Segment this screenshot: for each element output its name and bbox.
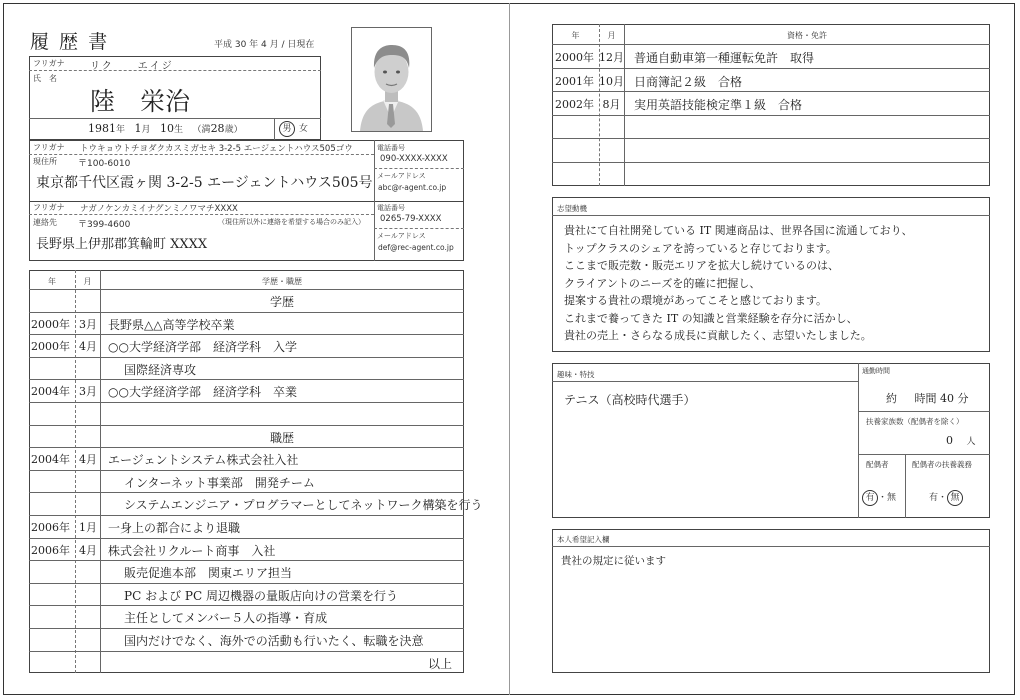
history-year: 2006年 [31,543,70,557]
license-col-month: 月 [607,31,616,40]
address2-value: 長野県上伊那郡箕輪町 XXXX [36,237,208,252]
dependents-label: 扶養家族数（配偶者を除く） [866,417,964,426]
address1-value: 東京都千代区霞ヶ関 3-2-5 エージェントハウス505号 [36,175,373,191]
furigana-value: リク エイジ [90,61,174,72]
address2-email-label: メールアドレス [377,232,426,240]
address2-postal: 〒399-4600 [78,220,131,230]
motivation-line: ここまで販売数・販売エリアを拡大し続けているのは、 [564,259,839,272]
address2-note: （現住所以外に連絡を希望する場合のみ記入） [218,218,365,226]
history-month: 4月 [79,340,97,354]
resume-title: 履 歴 書 [30,31,110,53]
address1-furigana: トウキョウトチヨダクカスミガセキ 3-2-5 エージェントハウス505ゴウ [80,144,353,154]
license-year: 2000年 [555,51,594,64]
license-col-year: 年 [571,31,580,40]
history-text: エージェントシステム株式会社入社 [108,453,299,468]
address2-label: 連絡先 [33,218,57,227]
history-text: システムエンジニア・プログラマーとしてネットワーク構築を行う [124,498,483,513]
history-text: 学歴 [269,295,294,309]
history-text: 長野県△△高等学校卒業 [108,317,235,332]
spouse-yes-circle: 有 [862,490,878,506]
history-month: 3月 [79,385,97,399]
motivation-label: 志望動機 [557,204,587,213]
address1-furigana-label: フリガナ [33,143,65,152]
history-text: ○○大学経済学部 経済学科 入学 [108,340,297,355]
history-text: インターネット事業部 開発チーム [124,475,315,490]
dependents-value: 0 [946,434,953,447]
address2-phone-label: 電話番号 [377,204,405,212]
spouse-support-yes: 有 [929,493,939,503]
history-col-year: 年 [48,277,56,286]
motivation-line: 提案する貴社の環境があってこそと感じております。 [564,294,828,307]
history-text: 主任としてメンバー５人の指導・育成 [124,611,328,626]
address2-furigana: ナガノケンカミイナグンミノワマチXXXX [80,204,238,214]
furigana-label: フリガナ [33,59,65,68]
address1-postal: 〒100-6010 [78,159,131,169]
request-box [552,529,990,673]
spouse-no: 無 [887,493,897,503]
address1-label: 現住所 [33,157,57,166]
dependents-unit: 人 [966,437,976,447]
history-year: 2000年 [31,317,70,331]
license-text: 日商簿記２級 合格 [634,74,743,89]
motivation-line: 貴社にて自社開発している IT 関連商品は、世界各国に流通しており、 [564,224,913,237]
avatar-photo [352,28,431,131]
commute-prefix: 約 [886,392,897,405]
history-text: 株式会社リクルート商事 入社 [108,543,276,558]
history-text: PC および PC 周辺機器の量販店向けの営業を行う [124,588,398,603]
license-month: 10月 [599,74,624,88]
history-month: 4月 [79,543,97,557]
address2-furigana-label: フリガナ [33,203,65,212]
license-year: 2002年 [555,98,594,112]
gender [279,121,308,137]
license-col-content: 資格・免許 [787,31,827,40]
motivation-line: これまで養ってきた IT の知識と営業経験を存分に活かし、 [564,311,858,325]
motivation-line: 貴社の売上・さらなる成長に貢献したく、志望いたしました。 [564,329,872,342]
commute-value: 時間 40 分 [914,392,969,405]
history-text: ○○大学経済学部 経済学科 卒業 [108,385,297,400]
history-year: 2004年 [31,385,70,399]
address2-phone: 0265-79-XXXX [380,214,442,224]
history-text: 国内だけでなく、海外での活動も行いたく、転職を決意 [124,634,424,648]
history-text: 国際経済専攻 [124,362,197,377]
license-year: 2001年 [555,74,594,88]
commute-label: 通勤時間 [862,367,890,375]
birth-date: 1981年 1月 10生 （満28歳） [88,122,243,135]
license-month: 12月 [599,51,624,64]
gender-male-circle: 男 [279,121,295,137]
name-value: 陸 栄治 [90,87,191,116]
history-text: 一身上の都合により退職 [108,521,241,535]
gender-female: 女 [298,124,308,134]
history-year: 2000年 [31,340,70,354]
license-text: 実用英語技能検定準１級 合格 [634,98,803,113]
hobby-label: 趣味・特技 [557,370,595,379]
motivation-line: トップクラスのシェアを誇っていると存じております。 [564,241,837,255]
license-text: 普通自動車第一種運転免許 取得 [634,51,815,65]
photo-frame [351,27,432,132]
address1-phone-label: 電話番号 [377,144,405,152]
as-of-date: 平成 30 年 4 月 / 日現在 [214,40,315,50]
spouse-label: 配偶者 [866,460,889,469]
commute-value-wrap [886,390,969,406]
hobby-section [552,363,990,518]
history-col-content: 学歴・職歴 [262,277,302,286]
spouse-value: 有 ・無 [862,490,896,506]
spouse-support-value: 有・ 無 [929,490,963,506]
motivation-line: クライアントのニーズを的確に把握し、 [564,276,761,290]
history-month: 1月 [79,521,97,534]
history-text: 販売促進本部 関東エリア担当 [124,566,293,581]
history-col-month: 月 [83,277,92,286]
history-text: 職歴 [269,430,294,445]
hobby-value: テニス（高校時代選手） [564,393,696,407]
page-fold [509,3,510,695]
history-year: 2004年 [31,453,70,467]
dependents-value-wrap [946,434,976,447]
license-month: 8月 [602,98,621,112]
history-year: 2006年 [31,521,70,534]
spouse-support-label: 配偶者の扶養義務 [912,460,972,469]
address1-email-label: メールアドレス [377,172,426,180]
spouse-support-no-circle: 無 [947,490,963,506]
address1-email: abc@r-agent.co.jp [378,183,447,192]
request-label: 本人希望記入欄 [557,535,610,544]
history-text: 以上 [427,656,452,671]
request-value: 貴社の規定に従います [561,555,666,567]
address1-phone: 090-XXXX-XXXX [380,154,448,164]
name-label: 氏 名 [33,74,57,83]
history-month: 3月 [79,317,97,331]
history-month: 4月 [79,453,97,467]
address2-email: def@rec-agent.co.jp [378,243,454,252]
